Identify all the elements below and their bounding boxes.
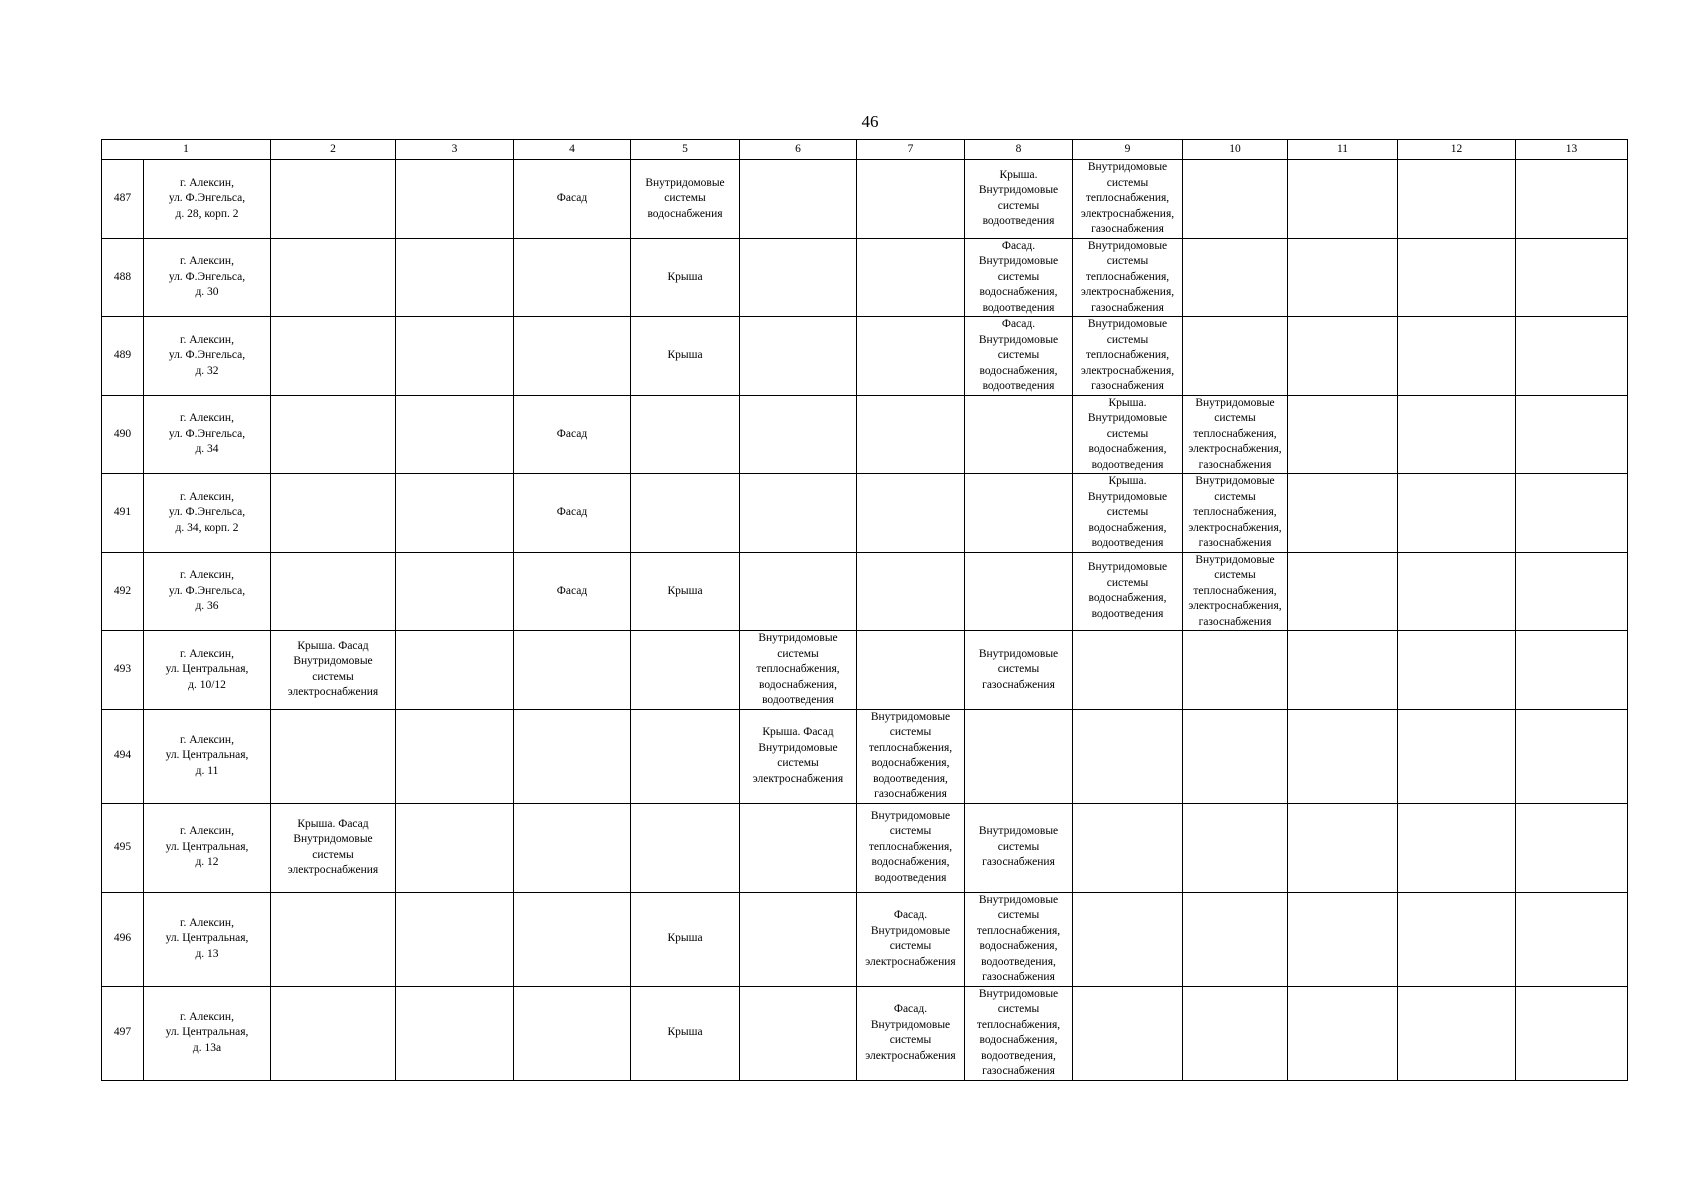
work-cell-col-6 [740, 395, 857, 474]
work-cell-col-3 [396, 709, 514, 803]
work-cell-col-9 [1073, 892, 1183, 986]
address-text: г. Алексин, ул. Ф.Энгельса, д. 34, корп. 2 [168, 490, 246, 534]
table-row [102, 631, 1628, 710]
address-cell [144, 552, 271, 631]
work-cell-col-12 [1398, 631, 1516, 710]
work-cell-col-10 [1183, 892, 1288, 986]
column-number-cell: 4 [514, 140, 631, 160]
row-number: 493 [102, 631, 144, 710]
table-row [102, 986, 1628, 1080]
work-cell-col-12 [1398, 317, 1516, 396]
work-cell-col-11 [1288, 317, 1398, 396]
row-number: 495 [102, 803, 144, 892]
row-number: 487 [102, 160, 144, 239]
column-number-row [102, 140, 1628, 160]
row-number: 488 [102, 238, 144, 317]
work-cell-col-10 [1183, 631, 1288, 710]
work-cell-col-12 [1398, 160, 1516, 239]
work-cell-col-2 [271, 238, 396, 317]
work-cell-col-9 [1073, 238, 1183, 317]
work-cell-col-5 [631, 395, 740, 474]
work-text: Внутридомовые системы теплоснабжения, водоснабжения, водоотведения [868, 809, 953, 884]
work-cell-col-11 [1288, 709, 1398, 803]
work-text: Фасад [556, 427, 588, 440]
work-text: Внутридомовые системы газоснабжения [978, 647, 1059, 691]
work-cell-col-10 [1183, 474, 1288, 553]
work-cell-col-8 [965, 160, 1073, 239]
address-cell [144, 317, 271, 396]
work-cell-col-10 [1183, 986, 1288, 1080]
work-cell-col-9 [1073, 986, 1183, 1080]
work-cell-col-8 [965, 803, 1073, 892]
work-text: Фасад [556, 584, 588, 597]
work-cell-col-6 [740, 474, 857, 553]
work-cell-col-7 [857, 892, 965, 986]
work-cell-col-9 [1073, 631, 1183, 710]
work-cell-col-12 [1398, 892, 1516, 986]
table-row [102, 160, 1628, 239]
address-text: г. Алексин, ул. Центральная, д. 10/12 [165, 647, 249, 691]
work-cell-col-10 [1183, 552, 1288, 631]
column-number-cell: 3 [396, 140, 514, 160]
work-cell-col-2 [271, 395, 396, 474]
work-cell-col-5 [631, 986, 740, 1080]
address-cell [144, 395, 271, 474]
row-number: 494 [102, 709, 144, 803]
address-cell [144, 803, 271, 892]
work-cell-col-10 [1183, 709, 1288, 803]
work-cell-col-13 [1516, 160, 1628, 239]
work-cell-col-13 [1516, 631, 1628, 710]
work-cell-col-8 [965, 395, 1073, 474]
work-cell-col-12 [1398, 395, 1516, 474]
work-cell-col-5 [631, 803, 740, 892]
work-cell-col-3 [396, 238, 514, 317]
address-text: г. Алексин, ул. Ф.Энгельса, д. 30 [168, 255, 246, 298]
row-number: 489 [102, 317, 144, 396]
work-cell-col-3 [396, 631, 514, 710]
address-text: г. Алексин, ул. Ф.Энгельса, д. 36 [168, 569, 246, 612]
work-text: Крыша [667, 270, 703, 283]
address-cell [144, 892, 271, 986]
work-cell-col-6 [740, 160, 857, 239]
work-cell-col-11 [1288, 474, 1398, 553]
work-cell-col-5 [631, 892, 740, 986]
work-text: Крыша [667, 584, 703, 597]
work-text: Внутридомовые системы теплоснабжения, водоснабжения, водоотведения [756, 632, 840, 706]
column-number-cell: 12 [1398, 140, 1516, 160]
work-cell-col-13 [1516, 238, 1628, 317]
row-number: 496 [102, 892, 144, 986]
table-row [102, 552, 1628, 631]
work-text: Крыша. Внутридомовые системы водоснабжения, водоотведения [1087, 475, 1168, 549]
work-text: Фасад [556, 506, 588, 518]
work-cell-col-11 [1288, 892, 1398, 986]
address-cell [144, 474, 271, 553]
address-text: г. Алексин, ул. Ф.Энгельса, д. 32 [168, 333, 246, 377]
work-text: Внутридомовые системы теплоснабжения, электроснабжения, газоснабжения [1188, 396, 1282, 471]
work-text: Фасад [556, 192, 588, 204]
work-cell-col-11 [1288, 395, 1398, 474]
work-cell-col-4 [514, 631, 631, 710]
work-text: Внутридомовые системы газоснабжения [978, 825, 1059, 869]
work-text: Внутридомовые системы теплоснабжения, водоснабжения, водоотведения, газоснабжения [976, 893, 1061, 983]
work-cell-col-3 [396, 317, 514, 396]
work-text: Крыша. Фасад Внутридомовые системы электроснабжения [752, 726, 844, 785]
table-body [102, 140, 1628, 1081]
work-cell-col-9 [1073, 709, 1183, 803]
table-row [102, 803, 1628, 892]
work-cell-col-2 [271, 317, 396, 396]
table-row [102, 238, 1628, 317]
work-cell-col-6 [740, 709, 857, 803]
work-cell-col-3 [396, 892, 514, 986]
work-cell-col-4 [514, 892, 631, 986]
row-number: 490 [102, 395, 144, 474]
work-text: Крыша. Фасад Внутридомовые системы электроснабжения [287, 639, 379, 699]
work-cell-col-7 [857, 803, 965, 892]
work-cell-col-5 [631, 238, 740, 317]
work-text: Внутридомовые системы теплоснабжения, электроснабжения, газоснабжения [1080, 318, 1175, 392]
row-number: 492 [102, 552, 144, 631]
work-cell-col-3 [396, 986, 514, 1080]
work-cell-col-8 [965, 317, 1073, 396]
work-cell-col-13 [1516, 474, 1628, 553]
work-cell-col-2 [271, 709, 396, 803]
work-text: Внутридомовые системы теплоснабжения, электроснабжения, газоснабжения [1080, 239, 1175, 314]
work-cell-col-13 [1516, 803, 1628, 892]
work-cell-col-13 [1516, 709, 1628, 803]
work-cell-col-10 [1183, 317, 1288, 396]
address-text: г. Алексин, ул. Ф.Энгельса, д. 28, корп. 2 [168, 176, 246, 220]
column-number-cell: 8 [965, 140, 1073, 160]
work-cell-col-7 [857, 552, 965, 631]
address-cell [144, 160, 271, 239]
work-cell-col-12 [1398, 474, 1516, 553]
work-cell-col-7 [857, 709, 965, 803]
address-text: г. Алексин, ул. Центральная, д. 13а [165, 1010, 249, 1054]
work-cell-col-9 [1073, 803, 1183, 892]
work-cell-col-11 [1288, 986, 1398, 1080]
work-cell-col-5 [631, 552, 740, 631]
work-cell-col-10 [1183, 803, 1288, 892]
page-number: 46 [861, 112, 879, 131]
work-cell-col-2 [271, 631, 396, 710]
work-cell-col-12 [1398, 552, 1516, 631]
repair-schedule-table [101, 139, 1628, 1081]
work-cell-col-6 [740, 892, 857, 986]
work-cell-col-13 [1516, 552, 1628, 631]
table-row [102, 317, 1628, 396]
work-cell-col-6 [740, 803, 857, 892]
work-cell-col-2 [271, 160, 396, 239]
work-cell-col-8 [965, 631, 1073, 710]
address-cell [144, 986, 271, 1080]
address-cell [144, 709, 271, 803]
work-text: Внутридомовые системы водоснабжения [645, 176, 725, 220]
row-number: 497 [102, 986, 144, 1080]
work-cell-col-3 [396, 552, 514, 631]
work-cell-col-8 [965, 238, 1073, 317]
work-cell-col-4 [514, 552, 631, 631]
work-cell-col-5 [631, 474, 740, 553]
column-number-cell: 9 [1073, 140, 1183, 160]
work-cell-col-2 [271, 892, 396, 986]
work-text: Крыша. Внутридомовые системы водоснабжения, водоотведения [1087, 396, 1168, 471]
address-text: г. Алексин, ул. Центральная, д. 11 [165, 733, 249, 777]
work-cell-col-6 [740, 552, 857, 631]
work-text: Внутридомовые системы теплоснабжения, электроснабжения, газоснабжения [1188, 475, 1282, 549]
address-cell [144, 631, 271, 710]
work-text: Фасад. Внутридомовые системы водоснабжения, водоотведения [978, 318, 1059, 392]
work-cell-col-2 [271, 803, 396, 892]
work-cell-col-4 [514, 317, 631, 396]
work-text: Внутридомовые системы теплоснабжения, водоснабжения, водоотведения, газоснабжения [976, 987, 1061, 1077]
work-cell-col-4 [514, 986, 631, 1080]
work-text: Крыша. Фасад Внутридомовые системы электроснабжения [287, 817, 379, 876]
work-cell-col-8 [965, 986, 1073, 1080]
work-cell-col-4 [514, 803, 631, 892]
work-cell-col-12 [1398, 803, 1516, 892]
work-cell-col-11 [1288, 803, 1398, 892]
column-number-cell: 7 [857, 140, 965, 160]
work-cell-col-13 [1516, 395, 1628, 474]
work-cell-col-9 [1073, 552, 1183, 631]
work-cell-col-2 [271, 552, 396, 631]
work-text: Внутридомовые системы теплоснабжения, электроснабжения, газоснабжения [1080, 161, 1175, 235]
column-number-cell: 13 [1516, 140, 1628, 160]
work-cell-col-4 [514, 709, 631, 803]
work-cell-col-2 [271, 986, 396, 1080]
address-text: г. Алексин, ул. Центральная, д. 12 [165, 825, 249, 869]
work-cell-col-6 [740, 238, 857, 317]
work-cell-col-7 [857, 986, 965, 1080]
work-cell-col-4 [514, 474, 631, 553]
table-row [102, 395, 1628, 474]
work-cell-col-3 [396, 803, 514, 892]
work-text: Крыша [667, 932, 703, 945]
address-cell [144, 238, 271, 317]
work-cell-col-11 [1288, 552, 1398, 631]
work-cell-col-6 [740, 317, 857, 396]
table-row [102, 474, 1628, 553]
work-cell-col-4 [514, 160, 631, 239]
work-text: Внутридомовые системы теплоснабжения, водоснабжения, водоотведения, газоснабжения [868, 710, 953, 800]
work-cell-col-10 [1183, 160, 1288, 239]
work-cell-col-9 [1073, 160, 1183, 239]
work-cell-col-7 [857, 395, 965, 474]
work-cell-col-12 [1398, 986, 1516, 1080]
work-cell-col-9 [1073, 317, 1183, 396]
column-number-cell: 6 [740, 140, 857, 160]
work-text: Крыша. Внутридомовые системы водоотведения [978, 168, 1059, 228]
work-cell-col-11 [1288, 238, 1398, 317]
work-cell-col-5 [631, 317, 740, 396]
work-text: Крыша [667, 349, 703, 361]
work-cell-col-7 [857, 160, 965, 239]
work-cell-col-2 [271, 474, 396, 553]
work-cell-col-4 [514, 395, 631, 474]
work-cell-col-6 [740, 986, 857, 1080]
work-text: Фасад. Внутридомовые системы водоснабжения, водоотведения [978, 239, 1059, 314]
work-cell-col-8 [965, 552, 1073, 631]
work-cell-col-12 [1398, 238, 1516, 317]
work-cell-col-9 [1073, 395, 1183, 474]
work-cell-col-12 [1398, 709, 1516, 803]
work-cell-col-8 [965, 709, 1073, 803]
work-cell-col-8 [965, 474, 1073, 553]
work-text: Внутридомовые системы теплоснабжения, электроснабжения, газоснабжения [1188, 553, 1282, 628]
work-cell-col-7 [857, 474, 965, 553]
work-cell-col-7 [857, 238, 965, 317]
row-number: 491 [102, 474, 144, 553]
work-cell-col-3 [396, 395, 514, 474]
work-cell-col-7 [857, 317, 965, 396]
table-row [102, 892, 1628, 986]
work-cell-col-5 [631, 709, 740, 803]
work-text: Фасад. Внутридомовые системы электроснабжения [865, 1003, 956, 1062]
work-cell-col-5 [631, 160, 740, 239]
column-number-cell: 1 [102, 140, 271, 160]
work-cell-col-10 [1183, 395, 1288, 474]
work-cell-col-4 [514, 238, 631, 317]
work-cell-col-7 [857, 631, 965, 710]
work-cell-col-13 [1516, 986, 1628, 1080]
column-number-cell: 11 [1288, 140, 1398, 160]
address-text: г. Алексин, ул. Центральная, д. 13 [165, 916, 249, 960]
address-text: г. Алексин, ул. Ф.Энгельса, д. 34 [168, 412, 246, 455]
column-number-cell: 10 [1183, 140, 1288, 160]
column-number-cell: 5 [631, 140, 740, 160]
work-cell-col-11 [1288, 160, 1398, 239]
work-cell-col-6 [740, 631, 857, 710]
work-text: Крыша [667, 1026, 703, 1039]
table-row [102, 709, 1628, 803]
work-cell-col-13 [1516, 317, 1628, 396]
work-cell-col-9 [1073, 474, 1183, 553]
work-cell-col-10 [1183, 238, 1288, 317]
work-text: Фасад. Внутридомовые системы электроснабжения [865, 909, 956, 968]
work-cell-col-8 [965, 892, 1073, 986]
work-cell-col-11 [1288, 631, 1398, 710]
work-cell-col-5 [631, 631, 740, 710]
column-number-cell: 2 [271, 140, 396, 160]
work-text: Внутридомовые системы водоснабжения, водоотведения [1087, 561, 1168, 620]
work-cell-col-13 [1516, 892, 1628, 986]
work-cell-col-3 [396, 160, 514, 239]
work-cell-col-3 [396, 474, 514, 553]
